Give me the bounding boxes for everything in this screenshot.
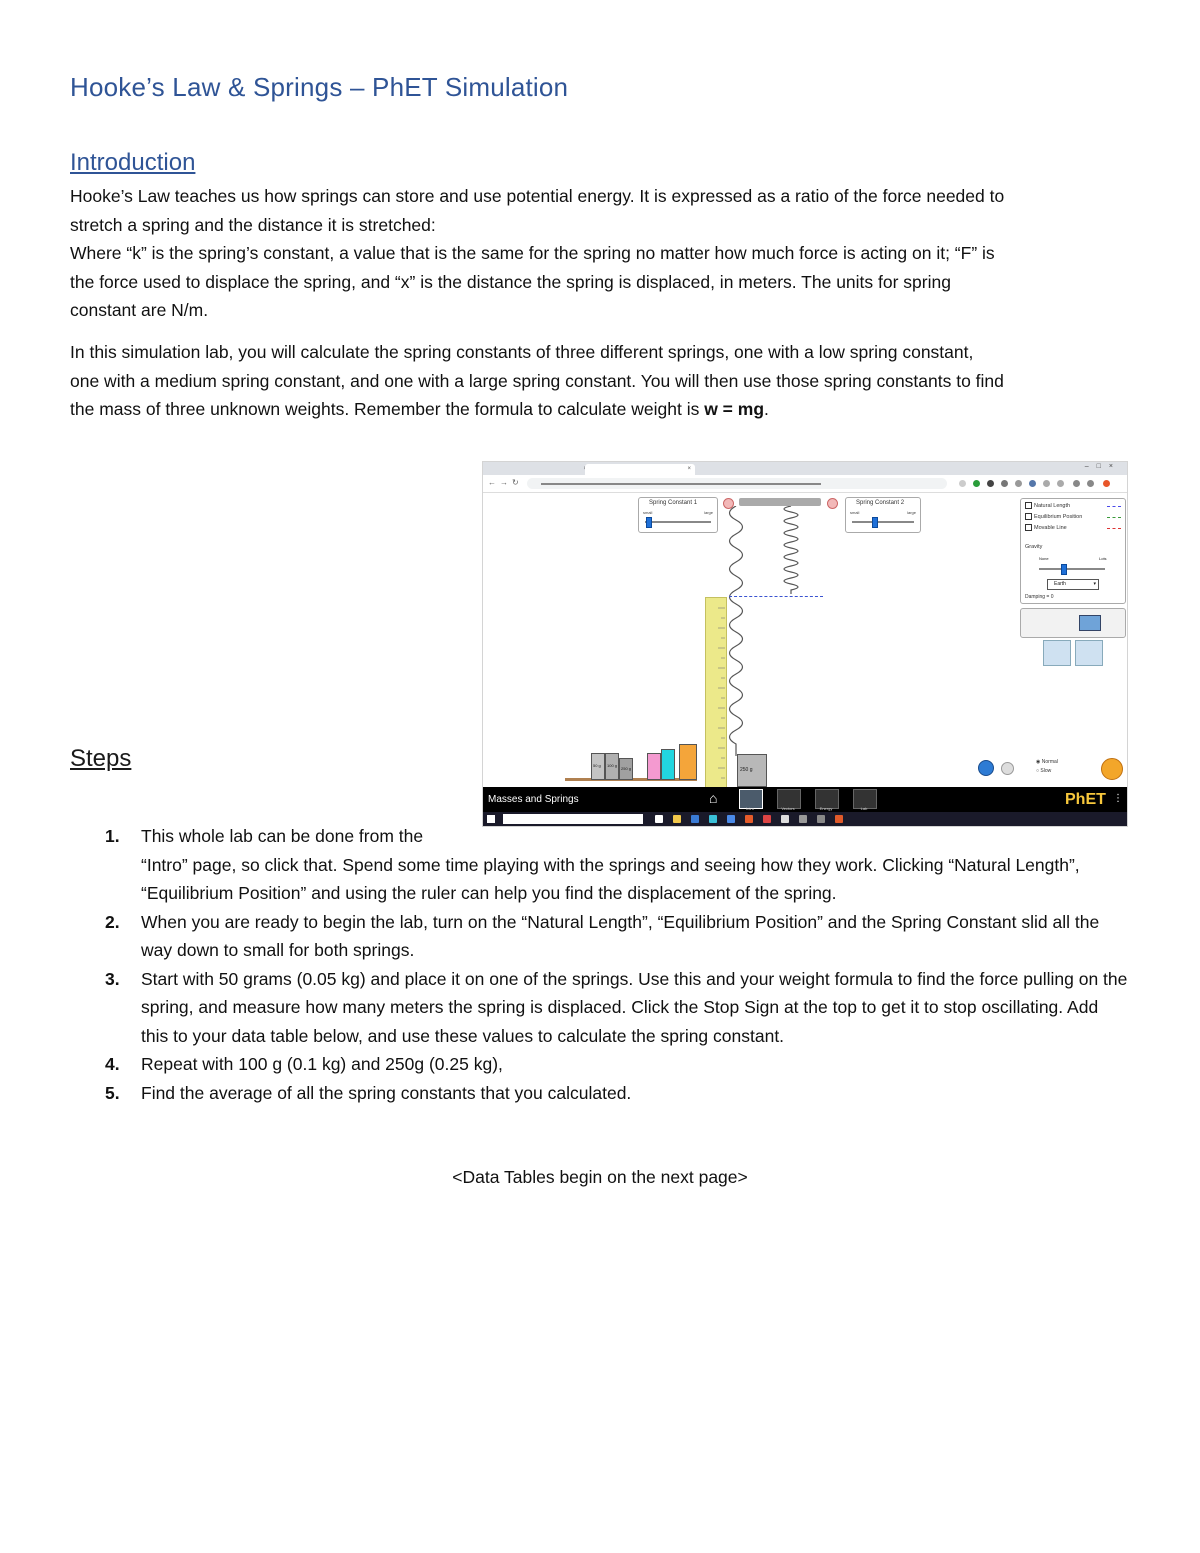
introduction-paragraph-1 (70, 182, 1140, 325)
menu-icon[interactable]: ⋮ (1113, 793, 1123, 804)
speed-label: Slow (1040, 768, 1052, 774)
mass-label: 50 g (593, 763, 601, 768)
options-panel (1020, 498, 1126, 604)
step-text: Find the average of all the spring constants that you calculated. (141, 1082, 632, 1103)
spring-constant-1-slider[interactable] (646, 517, 652, 528)
intro-text: . (764, 399, 769, 419)
panel-title: Spring Constant 2 (856, 500, 905, 506)
speed-slow-radio[interactable]: ○ Slow (1036, 768, 1052, 774)
step-item (70, 1050, 1130, 1079)
step-number: 4. (105, 1054, 120, 1074)
slider-min-label: small (643, 510, 653, 515)
mass-label: 250 g (621, 766, 632, 771)
step-text: This whole lab can be done from the (141, 826, 424, 846)
browser-tab-strip (483, 462, 1127, 475)
option-label: Movable Line (1034, 524, 1067, 531)
checkbox-checked[interactable] (1025, 513, 1032, 520)
extension-icon (1001, 480, 1008, 487)
mass-label: 250 g (740, 767, 753, 773)
extension-icon (1029, 480, 1036, 487)
option-label: Equilibrium Position (1034, 513, 1083, 520)
checkbox-unchecked[interactable] (1025, 524, 1032, 531)
slider-min-label: small (850, 510, 860, 515)
step-number: 5. (105, 1082, 120, 1103)
next-page-note: <Data Tables begin on the next page> (452, 1167, 748, 1187)
unknown-mass-pink[interactable] (647, 753, 661, 780)
natural-length-checkbox[interactable] (1025, 502, 1070, 509)
mass-label: 100 g (607, 763, 618, 768)
tick-marks (718, 608, 725, 778)
extension-icon (1087, 480, 1094, 487)
window-controls-icon: –□× (1084, 463, 1121, 470)
option-label: Natural Length (1034, 502, 1071, 509)
damping-label: Damping = 0 (1025, 594, 1054, 600)
url-text-line (541, 483, 821, 485)
mass-100g[interactable] (605, 753, 619, 780)
introduction-heading: Introduction (70, 149, 196, 176)
home-icon[interactable]: ⌂ (709, 790, 718, 806)
intro-line: In this simulation lab, you will calculate the spring constants of three different springs, one with a low spring constant, (70, 342, 974, 362)
unknown-mass-orange[interactable] (679, 744, 697, 780)
equilibrium-line (729, 596, 823, 597)
extension-icon (1073, 480, 1080, 487)
forward-icon: → (500, 478, 508, 487)
step-text: When you are ready to begin the lab, turn on the “Natural Length”, “Equilibrium Position” and the Spring Constant slid all the way down to small for both springs. (141, 911, 1100, 960)
spring-constant-2-panel (845, 497, 921, 533)
gravity-label: Gravity (1025, 544, 1043, 550)
extension-icon (1043, 480, 1050, 487)
spring-constant-2-slider[interactable] (872, 517, 878, 528)
movable-line-checkbox[interactable] (1025, 524, 1067, 531)
gravity-max-label: Lots (1099, 556, 1107, 561)
simulation-screenshot (482, 461, 1128, 827)
step-item (70, 1079, 1130, 1108)
spring-2 (784, 506, 798, 594)
extension-icon (1057, 480, 1064, 487)
slider-track (852, 521, 914, 523)
extension-icon (973, 480, 980, 487)
intro-line: stretch a spring and the distance it is stretched: (70, 214, 436, 235)
step-item (70, 908, 1130, 965)
address-bar (483, 475, 1127, 493)
spring-ceiling (739, 498, 821, 506)
slider-max-label: large (704, 510, 713, 515)
intro-text: the mass of three unknown weights. Remember the formula to calculate weight is (70, 399, 705, 419)
profile-avatar (1103, 480, 1110, 487)
mass-250g[interactable] (619, 758, 633, 780)
screen-label: Vectors (781, 806, 795, 811)
app-title: Masses and Springs (488, 794, 579, 805)
screen-label: Intro (745, 806, 754, 811)
extension-icon (987, 480, 994, 487)
step-text: “Intro” page, so click that. Spend some time playing with the springs and seeing how they work. Clicking “Natural Length”, “Equilibrium Position” and using the ruler can help you find the displacement of the spring. (141, 854, 1080, 903)
intro-line (70, 395, 1140, 424)
ruler[interactable] (705, 597, 727, 791)
spring-constant-1-panel (638, 497, 718, 533)
phet-navbar (483, 787, 1127, 812)
pause-button[interactable] (978, 760, 994, 776)
spring-1 (730, 506, 743, 756)
url-field (527, 478, 947, 489)
logo-part: Ph (1065, 791, 1086, 808)
extension-icon (959, 480, 966, 487)
checkbox-checked[interactable] (1025, 502, 1032, 509)
unknown-mass-cyan[interactable] (661, 749, 675, 780)
logo-part: ET (1085, 791, 1106, 808)
speed-normal-radio[interactable]: ◉ Normal (1036, 759, 1058, 765)
back-icon: ← (488, 478, 496, 487)
extension-icon (1015, 480, 1022, 487)
panel-title: Spring Constant 1 (649, 500, 698, 506)
reset-all-button[interactable] (1101, 758, 1123, 780)
intro-line: the force used to displace the spring, and “x” is the distance the spring is displaced, in meters. The units for spring (70, 271, 951, 292)
screen-label: Lab (860, 806, 868, 811)
step-number: 1. (105, 826, 120, 846)
spring-view-2-icon[interactable] (1075, 640, 1103, 666)
equilibrium-position-checkbox[interactable] (1025, 513, 1082, 520)
screen-label: Energy (819, 806, 833, 811)
hanging-mass[interactable] (737, 754, 767, 787)
step-item (70, 965, 1130, 1051)
step-text: Repeat with 100 g (0.1 kg) and 250g (0.25 kg), (141, 1054, 503, 1074)
chevron-down-icon: ▾ (1093, 581, 1096, 587)
close-icon: × (687, 466, 691, 472)
gravity-slider[interactable] (1061, 564, 1067, 575)
browser-tab-active (585, 464, 695, 475)
step-button[interactable] (1001, 762, 1014, 775)
step-number: 2. (105, 911, 120, 932)
gravity-min-label: None (1039, 556, 1049, 561)
tools-panel (1020, 608, 1126, 638)
steps-heading: Steps (70, 745, 132, 772)
gravity-select[interactable] (1047, 579, 1099, 590)
phet-logo[interactable] (1065, 791, 1106, 809)
gravity-slider-track (1039, 568, 1105, 570)
step-text: Start with 50 grams (0.05 kg) and place it on one of the springs. Use this and your weight formula to find the force pulling on the spring, and measure how many meters the spring is displaced. Click the Stop Sign at the top to get it to stop oscillating. Add this to your data table below, and use these values to calculate the spring constant. (141, 968, 1128, 1046)
spring-view-1-icon[interactable] (1043, 640, 1071, 666)
step-number: 3. (105, 968, 120, 989)
mass-50g[interactable] (591, 753, 605, 780)
ruler-ticks (706, 598, 726, 790)
speed-label: Normal (1041, 759, 1058, 765)
intro-line: Hooke’s Law teaches us how springs can store and use potential energy. It is expressed as a ratio of the force needed to (70, 186, 1005, 206)
intro-line: Where “k” is the spring’s constant, a value that is the same for the spring no matter how much force is acting on it; “F” is (70, 243, 995, 263)
slider-track (645, 521, 711, 523)
intro-line: constant are N/m. (70, 300, 209, 320)
step-item (70, 822, 1130, 908)
reload-icon: ↻ (512, 478, 519, 487)
legend-dash (1107, 528, 1121, 529)
browser-tab (485, 464, 591, 475)
legend-dash (1107, 506, 1121, 507)
intro-line: one with a medium spring constant, and one with a large spring constant. You will then use those spring constants to find (70, 370, 1004, 391)
introduction-paragraph-2 (70, 338, 1140, 424)
page-title: Hooke’s Law & Springs – PhET Simulation (70, 72, 569, 102)
stopwatch-icon[interactable] (1079, 615, 1101, 631)
steps-list (70, 822, 1130, 1107)
legend-dash (1107, 517, 1121, 518)
weight-formula: w = mg (704, 399, 765, 419)
slider-max-label: large (907, 510, 916, 515)
gravity-select-value: Earth (1054, 581, 1066, 587)
springs-drawing (723, 506, 833, 764)
